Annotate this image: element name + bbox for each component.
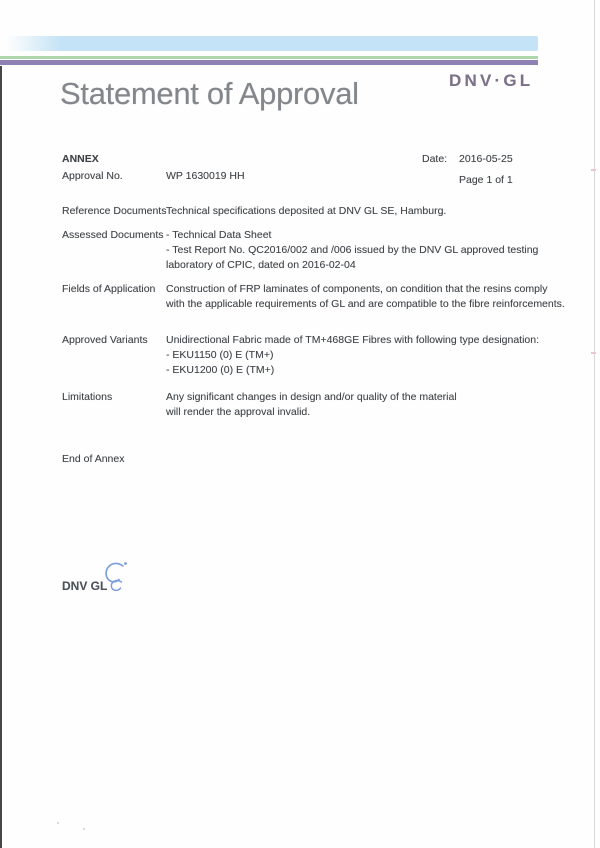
scan-speck [83, 828, 85, 830]
dnv-gl-logo: DNV·GL [449, 71, 534, 90]
section-line: Technical specifications deposited at DNV GL SE, Hamburg. [166, 205, 447, 217]
scan-edge-right [594, 0, 595, 848]
scan-edge-left [0, 66, 2, 848]
scan-speck [57, 822, 59, 824]
section-line: - Test Report No. QC2016/002 and /006 issued by the DNV GL approved testing [166, 244, 539, 256]
annex-heading: ANNEX [62, 153, 99, 165]
section-label: Limitations [62, 391, 113, 403]
signature-scribble-icon [98, 557, 132, 597]
page-count: Page 1 of 1 [459, 174, 513, 186]
section-line: - EKU1150 (0) E (TM+) [166, 349, 274, 361]
section-line: will render the approval invalid. [166, 406, 311, 418]
section-line: with the applicable requirements of GL and are compatible to the fibre reinforcements. [166, 298, 565, 310]
section-label: Assessed Documents [62, 229, 164, 241]
header-stripe-purple [0, 60, 538, 65]
header-stripe-blue [6, 36, 538, 51]
approval-no-value: WP 1630019 HH [166, 170, 245, 182]
header-stripe-green [0, 56, 538, 59]
section-line: laboratory of CPIC, dated on 2016-02-04 [166, 259, 356, 271]
section-label: Approved Variants [62, 334, 148, 346]
approval-no-label: Approval No. [62, 170, 123, 182]
section-line: Unidirectional Fabric made of TM+468GE Fibres with following type designation: [166, 334, 540, 346]
section-line: - EKU1200 (0) E (TM+) [166, 364, 275, 376]
section-line: Construction of FRP laminates of components, on condition that the resins comply [166, 283, 548, 295]
section-label: Fields of Application [62, 283, 156, 295]
date-label: Date: [422, 153, 448, 165]
scan-artifact-tick [591, 352, 596, 354]
section-label: Reference Documents [62, 205, 167, 217]
end-of-annex: End of Annex [62, 453, 125, 465]
signatory-name: DNV GL [62, 579, 108, 593]
document-title: Statement of Approval [60, 76, 359, 111]
date-value: 2016-05-25 [459, 153, 513, 165]
section-line: - Technical Data Sheet [166, 229, 272, 241]
scan-artifact-tick [591, 169, 596, 171]
section-line: Any significant changes in design and/or quality of the material [166, 391, 457, 403]
